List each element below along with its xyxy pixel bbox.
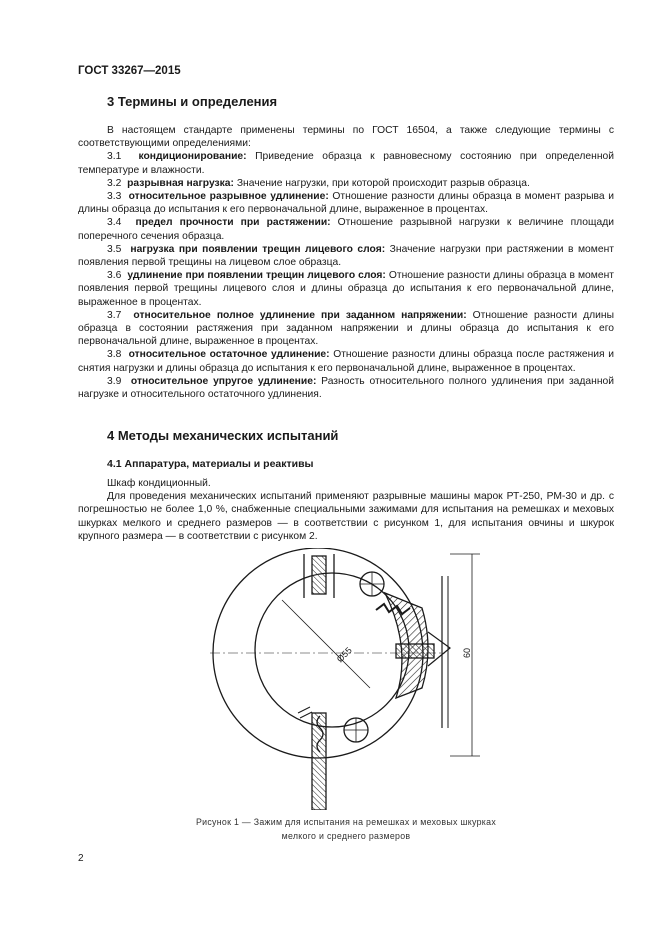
section-4-title: 4 Методы механических испытаний bbox=[107, 428, 339, 443]
term-3-7: 3.7 относительное полное удлинение при заданном напряжении: Отношение разности длины образца в состоянии растяжения при заданном напряжении и длины образца до испытания к его первоначальной длине, выраженное в процентах. bbox=[78, 309, 614, 348]
section-3-body bbox=[78, 124, 614, 401]
diameter-label: Ø55 bbox=[334, 645, 354, 665]
top-strap bbox=[312, 556, 326, 594]
term-3-6: 3.6 удлинение при появлении трещин лицевого слоя: Отношение разности длины образца в момент появления первой трещины лицевого слоя и длины образца до испытания к его первоначальной длине, выраженное в процентах. bbox=[78, 270, 614, 308]
figure-caption-line-1: Рисунок 1 — Зажим для испытания на ремешках и меховых шкурках bbox=[195, 817, 497, 827]
term-3-9: 3.9 относительное упругое удлинение: Разность относительного полного удлинения при заданной нагрузке и относительного остаточного удлинения. bbox=[78, 375, 614, 401]
term-3-4: 3.4 предел прочности при растяжении: Отношение разрывной нагрузки к величине площади поперечного сечения образца. bbox=[78, 217, 614, 242]
term-3-3: 3.3 относительное разрывное удлинение: Отношение разности длины образца в момент разрыва и длины образца до испытания к его первоначальной длине, выраженное в процентах. bbox=[78, 191, 614, 216]
clamp-drawing bbox=[200, 548, 500, 810]
term-3-8: 3.8 относительное остаточное удлинение: Отношение разности длины образца после растяжения и снятия нагрузки и длины образца до испытания к его первоначальной длине, выраженное в процентах. bbox=[78, 349, 614, 374]
section-4-body bbox=[78, 477, 614, 543]
section-4-1-title: 4.1 Аппаратура, материалы и реактивы bbox=[107, 458, 314, 470]
term-3-2: 3.2 разрывная нагрузка: Значение нагрузки, при которой происходит разрыв образца. bbox=[107, 177, 530, 189]
section-4-para-1: Шкаф кондиционный. bbox=[107, 478, 211, 489]
section-4-para-2: Для проведения механических испытаний применяют разрывные машины марок РТ-250, РМ-30 и др. с погрешностью не более 1,0 %, снабженные специальными зажимами для испытания на ремешках и меховых шкурках мелкого и среднего размеров — в соответствии с рисунком 1, для испытания овчины и шкурок крупного размера — в соответствии с рисунком 2. bbox=[78, 491, 614, 542]
height-label: 60 bbox=[462, 647, 472, 658]
term-3-1: 3.1 кондиционирование: Приведение образца к равновесному состоянию при определенной температуре и влажности. bbox=[78, 151, 614, 176]
page-number: 2 bbox=[78, 853, 84, 864]
standard-number: ГОСТ 33267—2015 bbox=[78, 65, 181, 77]
screw-shaft bbox=[396, 644, 434, 658]
figure-caption-line-2: мелкого и среднего размеров bbox=[281, 831, 411, 841]
section-3-title: 3 Термины и определения bbox=[107, 94, 278, 109]
section-3-intro: В настоящем стандарте применены термины по ГОСТ 16504, а также следующие термины с соответствующими определениями: bbox=[78, 125, 614, 150]
term-3-5: 3.5 нагрузка при появлении трещин лицевого слоя: Значение нагрузки при растяжении в момент появления первой трещины на лицевом слое образца. bbox=[78, 243, 614, 269]
